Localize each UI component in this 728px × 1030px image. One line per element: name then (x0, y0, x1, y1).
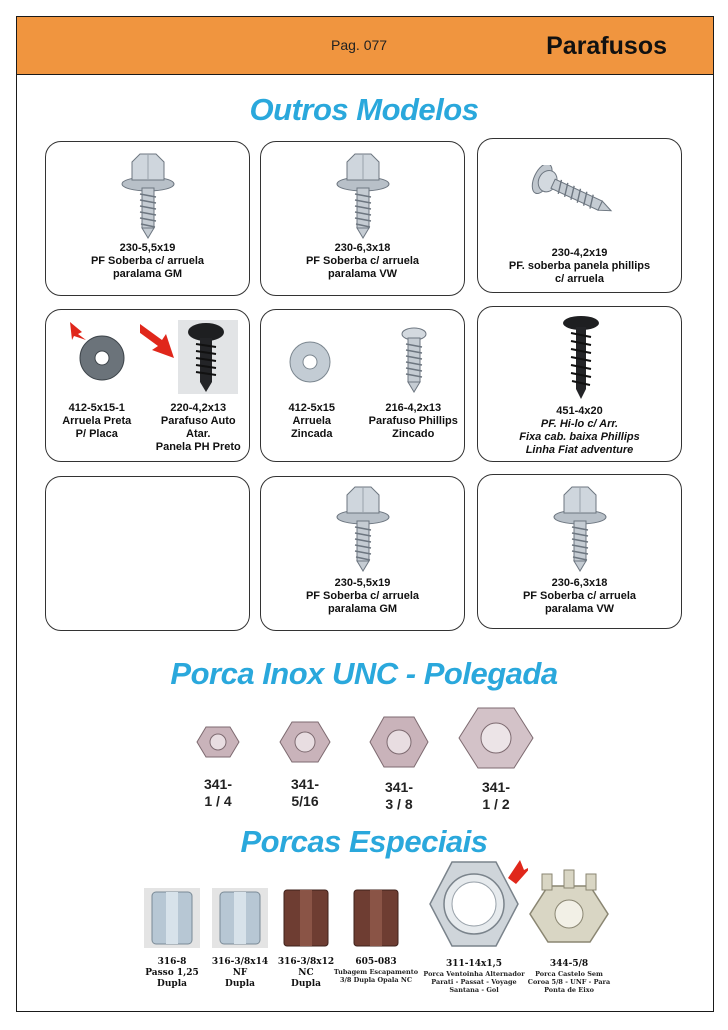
product-card (260, 309, 465, 462)
section-title-porca-inox: Porca Inox UNC - Polegada (170, 656, 558, 691)
hex-nut-image (183, 717, 253, 767)
product-desc-line: PF Soberba c/ arruela (522, 590, 637, 602)
nut-size: 1 / 2 (482, 796, 510, 812)
special-nut-item (138, 884, 206, 990)
product-desc-line: paralama GM (327, 603, 398, 615)
product-desc-line: Arruela (292, 415, 332, 427)
hi-lo-black-screw-image (558, 313, 604, 401)
product-card (477, 474, 682, 629)
nut-item (183, 717, 253, 810)
special-nut-item (420, 854, 528, 994)
section-title-outros: Outros Modelos (249, 92, 479, 127)
nut-item (364, 714, 434, 813)
special-desc: Porca Castelo Sem (535, 970, 603, 978)
product-card (45, 309, 250, 462)
black-screw-image (140, 318, 250, 396)
special-desc: Tubagem Escapamento (333, 968, 419, 976)
nut-item (270, 717, 340, 810)
coupling-nut-image (138, 884, 206, 952)
special-desc: Parati - Passat - Voyage (431, 978, 517, 986)
special-desc: NC (298, 968, 314, 978)
product-card (477, 306, 682, 462)
product-desc-line: Parafuso Phillips (368, 415, 458, 427)
hex-nut-image (364, 714, 434, 770)
pan-head-screw-image (523, 165, 623, 221)
black-washer-image (60, 320, 130, 386)
nut-size: 1 / 4 (204, 793, 232, 809)
product-code: 412-5x15-1 (68, 402, 125, 414)
hex-screw-washer-image (333, 483, 393, 573)
special-desc: Porca Ventoinha Alternador (423, 970, 525, 978)
product-code: 230-6,3x18 (334, 242, 391, 254)
special-nut-item (276, 884, 336, 990)
special-desc: Dupla (291, 979, 321, 989)
section-title-porcas-especiais: Porcas Especiais (240, 824, 488, 859)
product-code: 451-4x20 (556, 405, 603, 417)
product-code: 230-6,3x18 (551, 577, 608, 589)
nut-size: 5/16 (291, 793, 319, 809)
header-bar (17, 17, 713, 75)
product-code: 230-5,5x19 (334, 577, 391, 589)
hex-nut-image (270, 717, 340, 767)
special-code: 605-083 (355, 957, 397, 967)
empty-card (45, 476, 250, 631)
product-desc-line: P/ Placa (75, 428, 118, 440)
special-desc: 3/8 Dupla Opala NC (339, 976, 412, 984)
zinc-washer-image (275, 334, 345, 390)
special-desc: Passo 1,25 (145, 968, 199, 978)
product-desc-line: paralama VW (544, 603, 615, 615)
product-desc-line: PF Soberba c/ arruela (305, 590, 420, 602)
product-code: 230-4,2x19 (551, 247, 608, 259)
special-nut-item (330, 884, 422, 984)
product-desc-line: Panela PH Preto (155, 441, 241, 453)
special-desc: Santana - Gol (449, 986, 499, 994)
product-card (260, 476, 465, 631)
special-desc: Coroa 5/8 - UNF - Para (527, 978, 611, 986)
special-desc: Dupla (225, 979, 255, 989)
product-desc-line: Zincado (392, 428, 435, 440)
hex-screw-washer-image (550, 483, 610, 573)
product-desc-line: PF. Hi-lo c/ Arr. (540, 418, 619, 430)
coupling-nut-image (204, 884, 276, 952)
product-card (45, 141, 250, 296)
product-card (260, 141, 465, 296)
page-title: Parafusos (546, 32, 667, 60)
product-desc-line: paralama GM (112, 268, 183, 280)
product-desc-line: paralama VW (327, 268, 398, 280)
product-card (477, 138, 682, 293)
special-desc: NF (232, 968, 248, 978)
special-desc: Dupla (157, 979, 187, 989)
product-desc-line: PF Soberba c/ arruela (90, 255, 205, 267)
special-nut-item (524, 866, 614, 994)
special-code: 316-3/8x14 (211, 957, 269, 967)
hex-screw-washer-image (118, 150, 178, 240)
product-desc-line: PF. soberba panela phillips (508, 260, 651, 272)
special-code: 311-14x1,5 (445, 959, 503, 969)
special-code: 344-5/8 (549, 959, 589, 969)
hex-nut-image (455, 706, 537, 770)
product-desc-line: Parafuso Auto Atar. (160, 415, 236, 440)
phillips-screw-image (389, 326, 439, 394)
product-desc-line: Zincada (290, 428, 333, 440)
product-code: 216-4,2x13 (385, 402, 442, 414)
product-desc-line: c/ arruela (555, 273, 604, 285)
product-half (46, 310, 148, 461)
nut-size: 3 / 8 (385, 796, 413, 812)
product-desc-line: PF Soberba c/ arruela (305, 255, 420, 267)
product-desc-line: Arruela Preta (62, 415, 132, 427)
product-half (261, 310, 363, 461)
product-half (148, 310, 250, 461)
nut-code: 341- (481, 779, 511, 795)
nut-item (455, 706, 537, 813)
product-desc-line: Fixa cab. baixa Phillips (519, 431, 640, 443)
page-number: Pag. 077 (331, 37, 388, 53)
product-desc-line: Linha Fiat adventure (525, 444, 634, 456)
castle-nut-image (524, 866, 614, 954)
product-code: 220-4,2x13 (170, 402, 227, 414)
coupling-nut-image (330, 884, 422, 952)
nut-code: 341- (384, 779, 414, 795)
coupling-nut-image (276, 884, 336, 952)
special-code: 316-8 (157, 957, 187, 967)
special-nut-item (204, 884, 276, 990)
nut-code: 341- (203, 776, 233, 792)
special-desc: Ponta de Eixo (544, 986, 594, 994)
large-hex-nut-image (420, 854, 528, 954)
special-code: 316-3/8x12 (277, 957, 335, 967)
product-code: 412-5x15 (288, 402, 335, 414)
nut-code: 341- (290, 776, 320, 792)
product-half (363, 310, 465, 461)
hex-screw-washer-image (333, 150, 393, 240)
product-code: 230-5,5x19 (119, 242, 176, 254)
